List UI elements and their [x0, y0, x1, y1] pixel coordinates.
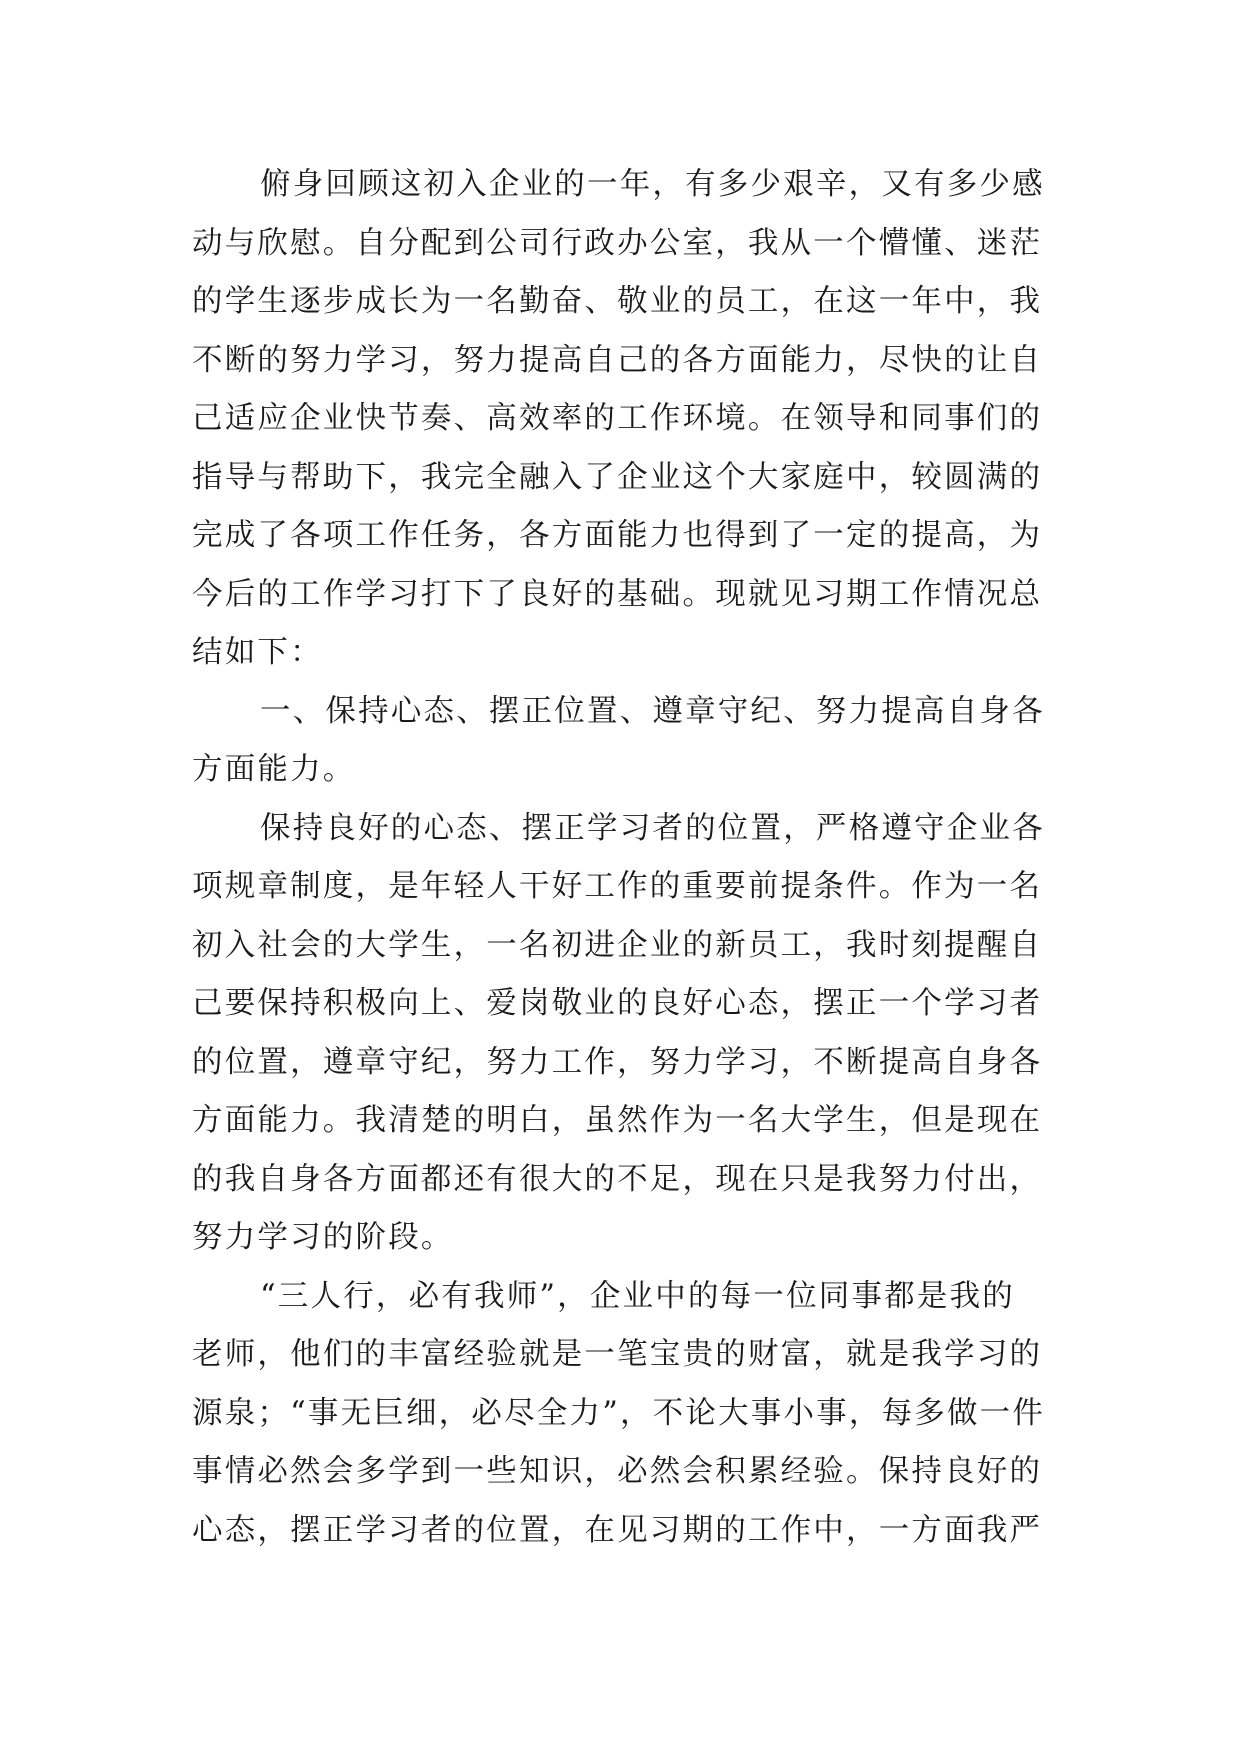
- text-line: “三人行，必有我师”，企业中的每一位同事都是我的: [260, 1278, 1015, 1314]
- text-line: 完成了各项工作任务，各方面能力也得到了一定的提高，为: [192, 518, 1043, 553]
- text-line: 源泉；“事无巨细，必尽全力”，不论大事小事，每多做一件: [192, 1395, 1046, 1431]
- text-line: 己要保持积极向上、爱岗敬业的良好心态，摆正一个学习者: [192, 986, 1043, 1021]
- text-line: 的学生逐步成长为一名勤奋、敬业的员工，在这一年中，我: [192, 284, 1043, 319]
- text-line: 动与欣慰。自分配到公司行政办公室，我从一个懵懂、迷茫: [192, 225, 1043, 261]
- text-line: 指导与帮助下，我完全融入了企业这个大家庭中，较圆满的: [192, 459, 1043, 495]
- text-line: 事情必然会多学到一些知识，必然会积累经验。保持良好的: [192, 1454, 1043, 1489]
- text-line: 保持良好的心态、摆正学习者的位置，严格遵守企业各: [260, 810, 1045, 846]
- text-line: 初入社会的大学生，一名初进企业的新员工，我时刻提醒自: [192, 927, 1043, 963]
- text-line: 心态，摆正学习者的位置，在见习期的工作中，一方面我严: [192, 1512, 1043, 1548]
- text-line: 方面能力。我清楚的明白，虽然作为一名大学生，但是现在: [192, 1103, 1043, 1138]
- text-line: 今后的工作学习打下了良好的基础。现就见习期工作情况总: [192, 576, 1043, 612]
- text-line: 的位置，遵章守纪，努力工作，努力学习，不断提高自身各: [192, 1044, 1043, 1080]
- document-body: [192, 156, 1060, 1560]
- text-line: 努力学习的阶段。: [192, 1220, 454, 1255]
- section-heading-continued: 方面能力。: [192, 752, 356, 787]
- text-line: 老师，他们的丰富经验就是一笔宝贵的财富，就是我学习的: [192, 1337, 1043, 1372]
- text-line: 己适应企业快节奏、高效率的工作环境。在领导和同事们的: [192, 401, 1043, 436]
- text-line: 俯身回顾这初入企业的一年，有多少艰辛，又有多少感: [260, 167, 1045, 202]
- section-heading: 一、保持心态、摆正位置、遵章守纪、努力提高自身各: [260, 693, 1045, 729]
- text-line: 的我自身各方面都还有很大的不足，现在只是我努力付出，: [192, 1161, 1043, 1197]
- text-line: 结如下：: [192, 635, 323, 670]
- text-line: 项规章制度，是年轻人干好工作的重要前提条件。作为一名: [192, 869, 1043, 904]
- text-line: 不断的努力学习，努力提高自己的各方面能力，尽快的让自: [192, 342, 1043, 378]
